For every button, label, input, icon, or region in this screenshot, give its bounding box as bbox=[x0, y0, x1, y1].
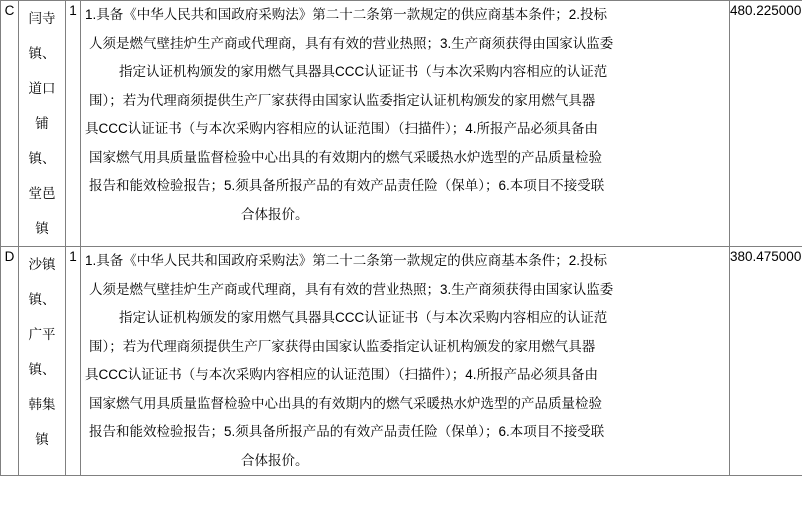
requirement-line: 国家燃气用具质量监督检验中心出具的有效期内的燃气采暖热水炉选型的产品质量检验 bbox=[89, 149, 602, 165]
requirement-line: 1.具备《中华人民共和国政府采购法》第二十二条第一款规定的供应商基本条件；2.投标 bbox=[85, 7, 608, 22]
area-line: 韩集 bbox=[28, 397, 56, 412]
area-line: 广平 bbox=[28, 327, 56, 342]
price-cell: 480.225000 bbox=[730, 1, 802, 247]
area-line: 镇、 bbox=[28, 151, 56, 166]
requirement-line: 具CCC认证证书（与本次采购内容相应的认证范围）（扫描件）；4.所报产品必须具备由 bbox=[85, 367, 599, 382]
lot-code-cell: D bbox=[1, 247, 19, 476]
requirement-line: 国家燃气用具质量监督检验中心出具的有效期内的燃气采暖热水炉选型的产品质量检验 bbox=[89, 395, 602, 411]
requirement-line: 合体报价。 bbox=[241, 206, 309, 222]
price-cell: 380.475000 bbox=[730, 247, 802, 476]
area-line: 镇、 bbox=[28, 292, 56, 307]
area-text bbox=[19, 247, 65, 457]
requirement-line: 指定认证机构颁发的家用燃气具器具CCC认证证书（与本次采购内容相应的认证范 bbox=[119, 310, 608, 325]
quantity-cell: 1 bbox=[66, 1, 81, 247]
requirement-line: 围）；若为代理商须提供生产厂家获得由国家认监委指定认证机构颁发的家用燃气具器 bbox=[89, 92, 596, 108]
table-row bbox=[1, 1, 802, 247]
area-line: 铺 bbox=[35, 116, 49, 131]
area-line: 镇、 bbox=[28, 46, 56, 61]
area-line: 堂邑 bbox=[28, 186, 56, 201]
quantity-cell: 1 bbox=[66, 247, 81, 476]
requirements-cell bbox=[81, 1, 730, 247]
requirement-line: 报告和能效检验报告；5.须具备所报产品的有效产品责任险（保单）；6.本项目不接受联 bbox=[89, 178, 605, 193]
requirement-line: 具CCC认证证书（与本次采购内容相应的认证范围）（扫描件）；4.所报产品必须具备由 bbox=[85, 121, 599, 136]
area-line: 镇、 bbox=[28, 362, 56, 377]
requirement-line: 指定认证机构颁发的家用燃气具器具CCC认证证书（与本次采购内容相应的认证范 bbox=[119, 64, 608, 79]
requirement-line: 合体报价。 bbox=[241, 452, 309, 468]
requirement-line: 围）；若为代理商须提供生产厂家获得由国家认监委指定认证机构颁发的家用燃气具器 bbox=[89, 338, 596, 354]
area-cell bbox=[19, 247, 66, 476]
area-text bbox=[19, 1, 65, 246]
requirement-line: 人须是燃气壁挂炉生产商或代理商，具有有效的营业热照；3.生产商须获得由国家认监委 bbox=[89, 35, 614, 51]
requirement-line: 人须是燃气壁挂炉生产商或代理商，具有有效的营业热照；3.生产商须获得由国家认监委 bbox=[89, 281, 614, 297]
area-line: 镇 bbox=[35, 221, 49, 236]
area-line: 道口 bbox=[28, 81, 56, 96]
requirement-line: 1.具备《中华人民共和国政府采购法》第二十二条第一款规定的供应商基本条件；2.投标 bbox=[85, 253, 608, 268]
area-line: 闫寺 bbox=[28, 11, 56, 26]
lot-code-cell: C bbox=[1, 1, 19, 247]
area-cell bbox=[19, 1, 66, 247]
table-row bbox=[1, 247, 802, 476]
requirements-cell bbox=[81, 247, 730, 476]
area-line: 镇 bbox=[35, 432, 49, 447]
area-line: 沙镇 bbox=[28, 257, 56, 272]
requirement-line: 报告和能效检验报告；5.须具备所报产品的有效产品责任险（保单）；6.本项目不接受联 bbox=[89, 424, 605, 439]
